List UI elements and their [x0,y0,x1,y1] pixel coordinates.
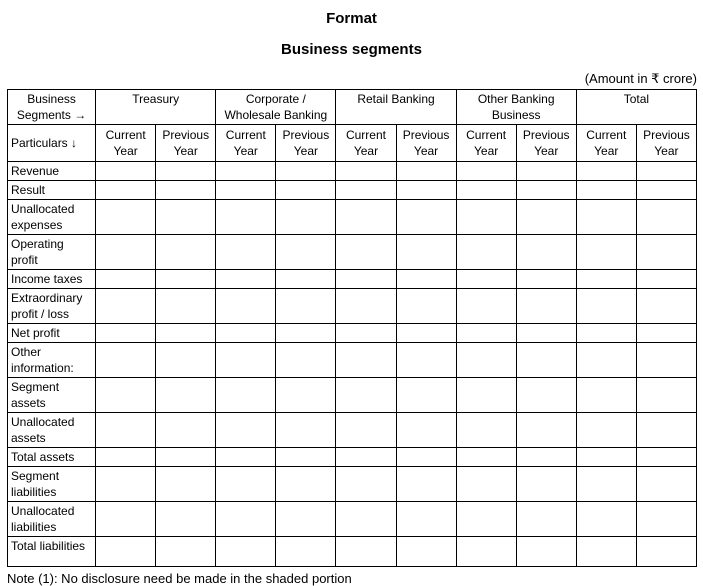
row-label: Revenue [8,162,96,181]
data-cell [276,181,336,200]
shaded-cell [456,235,516,270]
shaded-cell [96,235,156,270]
shaded-cell [336,413,396,448]
table-row [8,181,697,200]
shaded-cell [396,235,456,270]
data-cell [636,413,696,448]
row-label: Income taxes [8,270,96,289]
data-cell [576,162,636,181]
data-cell [276,162,336,181]
data-cell [96,162,156,181]
row-label: Net profit [8,324,96,343]
shaded-cell [516,502,576,537]
data-cell [576,448,636,467]
data-cell [216,467,276,502]
shaded-cell [156,324,216,343]
year-header-row [8,125,697,162]
data-cell [396,289,456,324]
row-label: Unallocated assets [8,413,96,448]
shaded-cell [216,324,276,343]
shaded-cell [276,270,336,289]
row-label: Result [8,181,96,200]
table-row [8,413,697,448]
data-cell [276,343,336,378]
page-title: Format [326,10,377,27]
data-cell [456,162,516,181]
year-header: Current Year [96,125,156,162]
row-label: Total assets [8,448,96,467]
shaded-cell [276,235,336,270]
data-cell [576,378,636,413]
table-row [8,289,697,324]
page-subtitle: Business segments [281,41,422,58]
data-cell [516,289,576,324]
table-row [8,200,697,235]
data-cell [636,200,696,235]
data-cell [396,467,456,502]
data-cell [576,343,636,378]
shaded-cell [516,324,576,343]
shaded-cell [276,502,336,537]
year-header: Current Year [216,125,276,162]
shaded-cell [276,537,336,567]
shaded-cell [456,200,516,235]
data-cell [336,289,396,324]
shaded-cell [396,448,456,467]
data-cell [276,467,336,502]
shaded-cell [396,270,456,289]
data-cell [156,162,216,181]
shaded-cell [516,235,576,270]
segment-header: Other Banking Business [456,90,576,125]
shaded-cell [156,448,216,467]
row-label: Segment liabilities [8,467,96,502]
shaded-cell [456,537,516,567]
shaded-cell [396,200,456,235]
shaded-cell [456,413,516,448]
shaded-cell [456,448,516,467]
shaded-cell [216,502,276,537]
data-cell [156,289,216,324]
year-header: Previous Year [276,125,336,162]
shaded-cell [96,537,156,567]
shaded-cell [456,502,516,537]
row-label: Unallocated liabilities [8,502,96,537]
shaded-cell [96,413,156,448]
data-cell [396,343,456,378]
shaded-cell [516,270,576,289]
row-label: Operating profit [8,235,96,270]
shaded-cell [516,448,576,467]
data-cell [636,343,696,378]
segment-header: Total [576,90,696,125]
shaded-cell [276,200,336,235]
shaded-cell [456,270,516,289]
shaded-cell [336,448,396,467]
shaded-cell [336,235,396,270]
table-row [8,467,697,502]
data-cell [516,343,576,378]
data-cell [216,378,276,413]
data-cell [336,378,396,413]
data-cell [576,200,636,235]
table-row [8,235,697,270]
data-cell [636,270,696,289]
shaded-cell [336,537,396,567]
row-label: Segment assets [8,378,96,413]
shaded-cell [336,270,396,289]
table-row [8,448,697,467]
data-cell [156,378,216,413]
corner-header: Business Segments → [8,90,96,125]
data-cell [456,343,516,378]
shaded-cell [96,200,156,235]
table-row [8,502,697,537]
data-cell [396,181,456,200]
particulars-header: Particulars ↓ [8,125,96,162]
year-header: Current Year [336,125,396,162]
data-cell [636,162,696,181]
data-cell [456,467,516,502]
shaded-cell [516,413,576,448]
data-cell [336,467,396,502]
data-cell [276,378,336,413]
data-cell [216,343,276,378]
shaded-cell [276,413,336,448]
table-row [8,378,697,413]
data-cell [576,467,636,502]
shaded-cell [396,413,456,448]
data-cell [636,467,696,502]
data-cell [216,162,276,181]
shaded-cell [336,200,396,235]
data-cell [156,343,216,378]
data-cell [636,235,696,270]
data-cell [516,181,576,200]
shaded-cell [216,235,276,270]
data-cell [636,289,696,324]
table-head [8,90,697,162]
segment-header: Treasury [96,90,216,125]
row-label: Unallocated expenses [8,200,96,235]
data-cell [96,289,156,324]
data-cell [636,502,696,537]
table-row [8,162,697,181]
shaded-cell [96,502,156,537]
data-cell [216,181,276,200]
data-cell [336,162,396,181]
data-cell [336,343,396,378]
data-cell [216,289,276,324]
data-cell [396,162,456,181]
table-row [8,343,697,378]
shaded-cell [276,324,336,343]
year-header: Previous Year [636,125,696,162]
shaded-cell [96,448,156,467]
data-cell [636,448,696,467]
data-cell [156,467,216,502]
year-header: Previous Year [156,125,216,162]
data-cell [576,181,636,200]
data-cell [576,537,636,567]
data-cell [636,378,696,413]
shaded-cell [96,270,156,289]
data-cell [396,378,456,413]
data-cell [96,467,156,502]
shaded-cell [156,270,216,289]
shaded-cell [156,200,216,235]
year-header: Current Year [576,125,636,162]
data-cell [636,324,696,343]
data-cell [96,378,156,413]
data-cell [576,235,636,270]
data-cell [516,467,576,502]
shaded-cell [156,537,216,567]
table-body [8,162,697,567]
shaded-cell [156,413,216,448]
shaded-cell [216,200,276,235]
data-cell [336,181,396,200]
data-cell [96,181,156,200]
data-cell [636,537,696,567]
data-cell [456,181,516,200]
shaded-cell [216,537,276,567]
shaded-cell [156,502,216,537]
table-row [8,270,697,289]
year-header: Previous Year [516,125,576,162]
shaded-cell [396,537,456,567]
table-row [8,537,697,567]
shaded-cell [216,448,276,467]
shaded-cell [456,324,516,343]
shaded-cell [516,537,576,567]
shaded-cell [276,448,336,467]
shaded-cell [156,235,216,270]
row-label: Extraordinary profit / loss [8,289,96,324]
shaded-cell [396,324,456,343]
data-cell [96,343,156,378]
segment-header: Corporate / Wholesale Banking [216,90,336,125]
segment-header: Retail Banking [336,90,456,125]
data-cell [576,502,636,537]
shaded-cell [216,270,276,289]
row-label: Total liabilities [8,537,96,567]
shaded-cell [336,502,396,537]
data-cell [456,289,516,324]
data-cell [576,413,636,448]
year-header: Previous Year [396,125,456,162]
data-cell [576,324,636,343]
year-header: Current Year [456,125,516,162]
data-cell [516,162,576,181]
row-label: Other information: [8,343,96,378]
data-cell [276,289,336,324]
data-cell [576,270,636,289]
data-cell [636,181,696,200]
data-cell [516,378,576,413]
footnote: Note (1): No disclosure need be made in the shaded portion [7,571,352,586]
shaded-cell [336,324,396,343]
table-row [8,324,697,343]
segment-header-row [8,90,697,125]
shaded-cell [516,200,576,235]
shaded-cell [216,413,276,448]
data-cell [456,378,516,413]
data-cell [576,289,636,324]
business-segments-table [7,89,697,567]
shaded-cell [96,324,156,343]
shaded-cell [396,502,456,537]
amount-unit-note: (Amount in ₹ crore) [584,71,697,86]
data-cell [156,181,216,200]
